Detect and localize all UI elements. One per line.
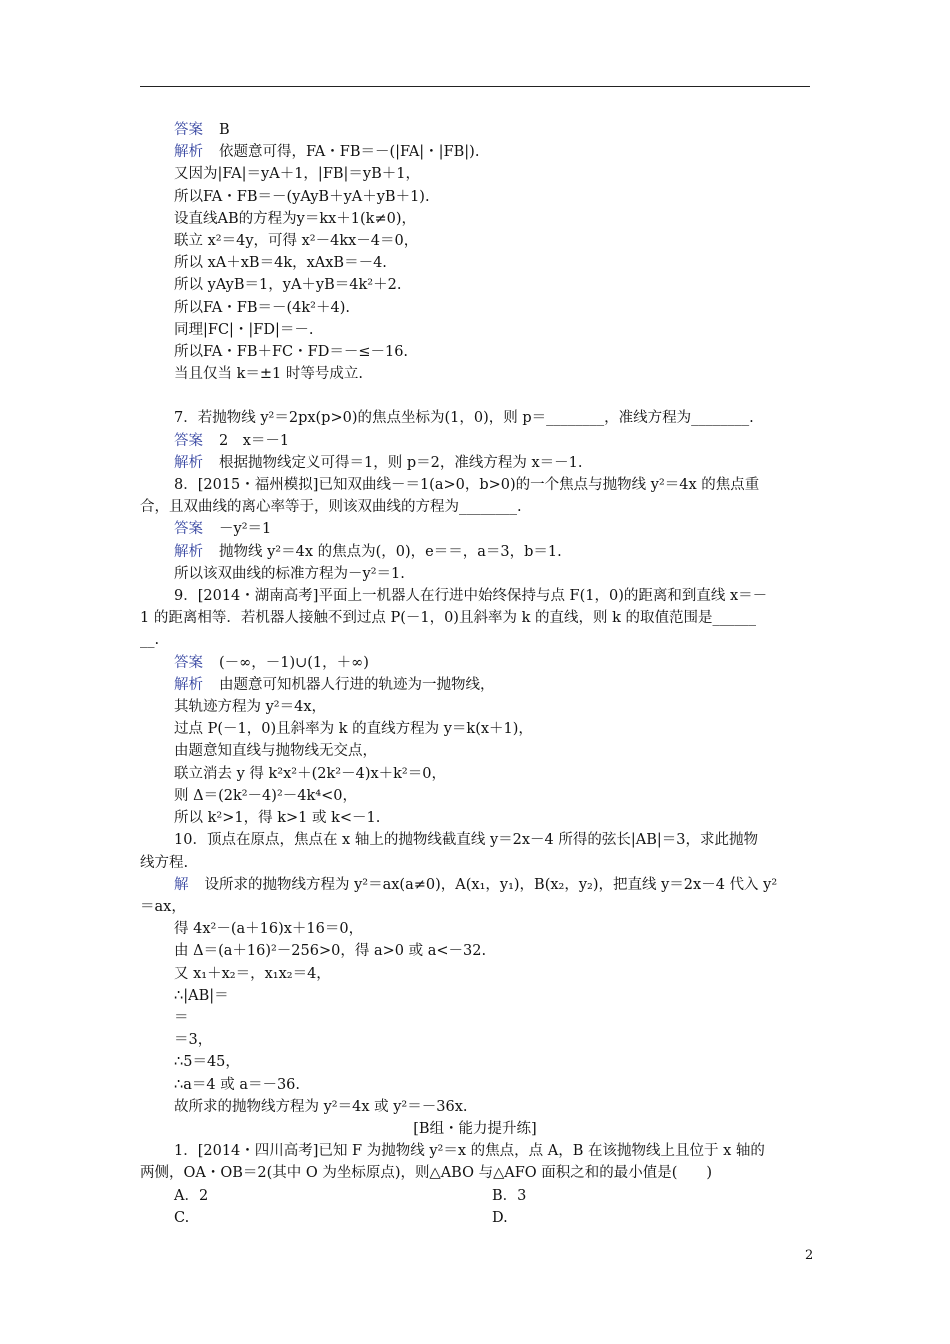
text-line: 又 x₁＋x₂＝，x₁x₂＝4， bbox=[174, 965, 331, 982]
answer-tag: 答案 bbox=[174, 122, 203, 138]
answer-line bbox=[140, 430, 810, 452]
text-line: 故所求的抛物线方程为 y²＝4x 或 y²＝－36x. bbox=[174, 1098, 468, 1115]
text-line: 1．[2014・四川高考]已知 F 为抛物线 y²＝x 的焦点，点 A，B 在该抛物线上且位于 x 轴的 bbox=[174, 1143, 765, 1160]
answer-tag: 解析 bbox=[174, 454, 203, 471]
choice-option: A．2 bbox=[174, 1187, 209, 1204]
text-line: ＝ bbox=[174, 1009, 189, 1026]
answer-text: 依题意可得，FA・FB＝－(|FA|・|FB|). bbox=[219, 144, 480, 161]
text-line: 线方程. bbox=[140, 854, 189, 871]
text-line: 所以 xA＋xB＝4k，xAxB＝－4. bbox=[174, 255, 387, 272]
choice-option: B．3 bbox=[492, 1187, 527, 1204]
choice-option: C. bbox=[174, 1209, 190, 1226]
document-body bbox=[140, 119, 810, 1229]
text-line: ＝3， bbox=[174, 1032, 213, 1049]
answer-text: 设所求的抛物线方程为 y²＝ax(a≠0)，A(x₁，y₁)，B(x₂，y₂)，把直线 y＝2x－4 代入 y² bbox=[204, 876, 778, 893]
text-line: 两侧，OA・OB＝2(其中 O 为坐标原点)，则△ABO 与△AFO 面积之和的最小值是( ) bbox=[140, 1165, 713, 1182]
text-line: 得 4x²－(a＋16)x＋16＝0， bbox=[174, 921, 364, 938]
answer-text: 由题意可知机器人行进的轨迹为一抛物线， bbox=[219, 676, 495, 693]
text-line: __. bbox=[140, 632, 160, 649]
answer-text: B bbox=[219, 122, 230, 138]
answer-text: (－∞，－1)∪(1，＋∞) bbox=[219, 654, 369, 671]
text-line: 所以 k²>1，得 k>1 或 k<－1. bbox=[174, 810, 381, 827]
text-line: 合，且双曲线的离心率等于，则该双曲线的方程为________. bbox=[140, 499, 522, 516]
text-line: 8．[2015・福州模拟]已知双曲线－＝1(a>0，b>0)的一个焦点与抛物线 y²＝4x 的焦点重 bbox=[174, 477, 760, 494]
answer-tag: 解析 bbox=[174, 676, 203, 693]
text-line: 当且仅当 k＝±1 时等号成立. bbox=[174, 366, 363, 383]
answer-tag: 解 bbox=[174, 876, 189, 893]
header-rule bbox=[140, 86, 810, 87]
answer-line bbox=[140, 452, 810, 474]
text-line: ∴5＝45， bbox=[174, 1054, 240, 1071]
text-line: 1 的距离相等．若机器人接触不到过点 P(－1，0)且斜率为 k 的直线，则 k 的取值范围是______ bbox=[140, 610, 756, 627]
text-line: ＝ax， bbox=[140, 898, 186, 915]
text-line: 由题意知直线与抛物线无交点， bbox=[174, 743, 377, 760]
answer-tag: 解析 bbox=[174, 543, 203, 560]
answer-tag: 答案 bbox=[174, 432, 203, 449]
answer-text: 抛物线 y²＝4x 的焦点为(，0)，e＝＝，a＝3，b＝1. bbox=[219, 543, 562, 560]
answer-line bbox=[140, 674, 810, 696]
answer-line bbox=[140, 652, 810, 674]
text-line: 设直线AB的方程为y＝kx＋1(k≠0)， bbox=[174, 210, 416, 227]
choice-row bbox=[140, 1207, 810, 1229]
text-line: ∴a＝4 或 a＝－36. bbox=[174, 1076, 301, 1093]
answer-text: 2 x＝－1 bbox=[219, 432, 290, 449]
text-line: 过点 P(－1，0)且斜率为 k 的直线方程为 y＝k(x＋1)， bbox=[174, 721, 533, 738]
text-line: 其轨迹方程为 y²＝4x， bbox=[174, 699, 327, 716]
choice-option: D. bbox=[492, 1209, 508, 1226]
text-line: 又因为|FA|＝yA＋1，|FB|＝yB＋1， bbox=[174, 166, 420, 183]
text-line: 则 Δ＝(2k²－4)²－4k⁴<0， bbox=[174, 787, 357, 804]
answer-tag: 答案 bbox=[174, 521, 203, 538]
answer-line bbox=[140, 874, 810, 896]
page-number: 2 bbox=[805, 1248, 814, 1263]
blank-line bbox=[140, 385, 810, 407]
text-line: 所以该双曲线的标准方程为－y²＝1. bbox=[174, 565, 405, 582]
text-line: 同理|FC|・|FD|＝－. bbox=[174, 321, 314, 338]
text-line: 联立消去 y 得 k²x²＋(2k²－4)x＋k²＝0， bbox=[174, 765, 446, 782]
text-line: 9．[2014・湖南高考]平面上一机器人在行进中始终保持与点 F(1，0)的距离和到直线 x＝－ bbox=[174, 588, 768, 605]
text-line: 所以FA・FB＋FC・FD＝－≤－16. bbox=[174, 344, 409, 361]
answer-line bbox=[140, 119, 810, 141]
text-line: ∴|AB|＝ bbox=[174, 987, 229, 1004]
answer-line bbox=[140, 141, 810, 163]
text-line: 所以FA・FB＝－(4k²＋4). bbox=[174, 299, 350, 316]
answer-text: 根据抛物线定义可得＝1，则 p＝2，准线方程为 x＝－1. bbox=[219, 454, 583, 471]
choice-row bbox=[140, 1185, 810, 1207]
text-line: 联立 x²＝4y，可得 x²－4kx－4＝0， bbox=[174, 233, 419, 250]
section-heading: [B组・能力提升练] bbox=[413, 1120, 537, 1137]
answer-line bbox=[140, 518, 810, 540]
text-line: 10．顶点在原点，焦点在 x 轴上的抛物线截直线 y＝2x－4 所得的弦长|AB|＝3，求此抛物 bbox=[174, 832, 759, 849]
text-line: 所以FA・FB＝－(yAyB＋yA＋yB＋1). bbox=[174, 188, 430, 205]
text-line: 7．若抛物线 y²＝2px(p>0)的焦点坐标为(1，0)，则 p＝________，准线方程为________. bbox=[174, 410, 754, 427]
text-line: 所以 yAyB＝1，yA＋yB＝4k²＋2. bbox=[174, 277, 402, 294]
text-line: 由 Δ＝(a＋16)²－256>0，得 a>0 或 a<－32. bbox=[174, 943, 487, 960]
answer-tag: 答案 bbox=[174, 654, 203, 671]
answer-tag: 解析 bbox=[174, 144, 203, 161]
answer-line bbox=[140, 541, 810, 563]
answer-text: －y²＝1 bbox=[219, 521, 272, 538]
